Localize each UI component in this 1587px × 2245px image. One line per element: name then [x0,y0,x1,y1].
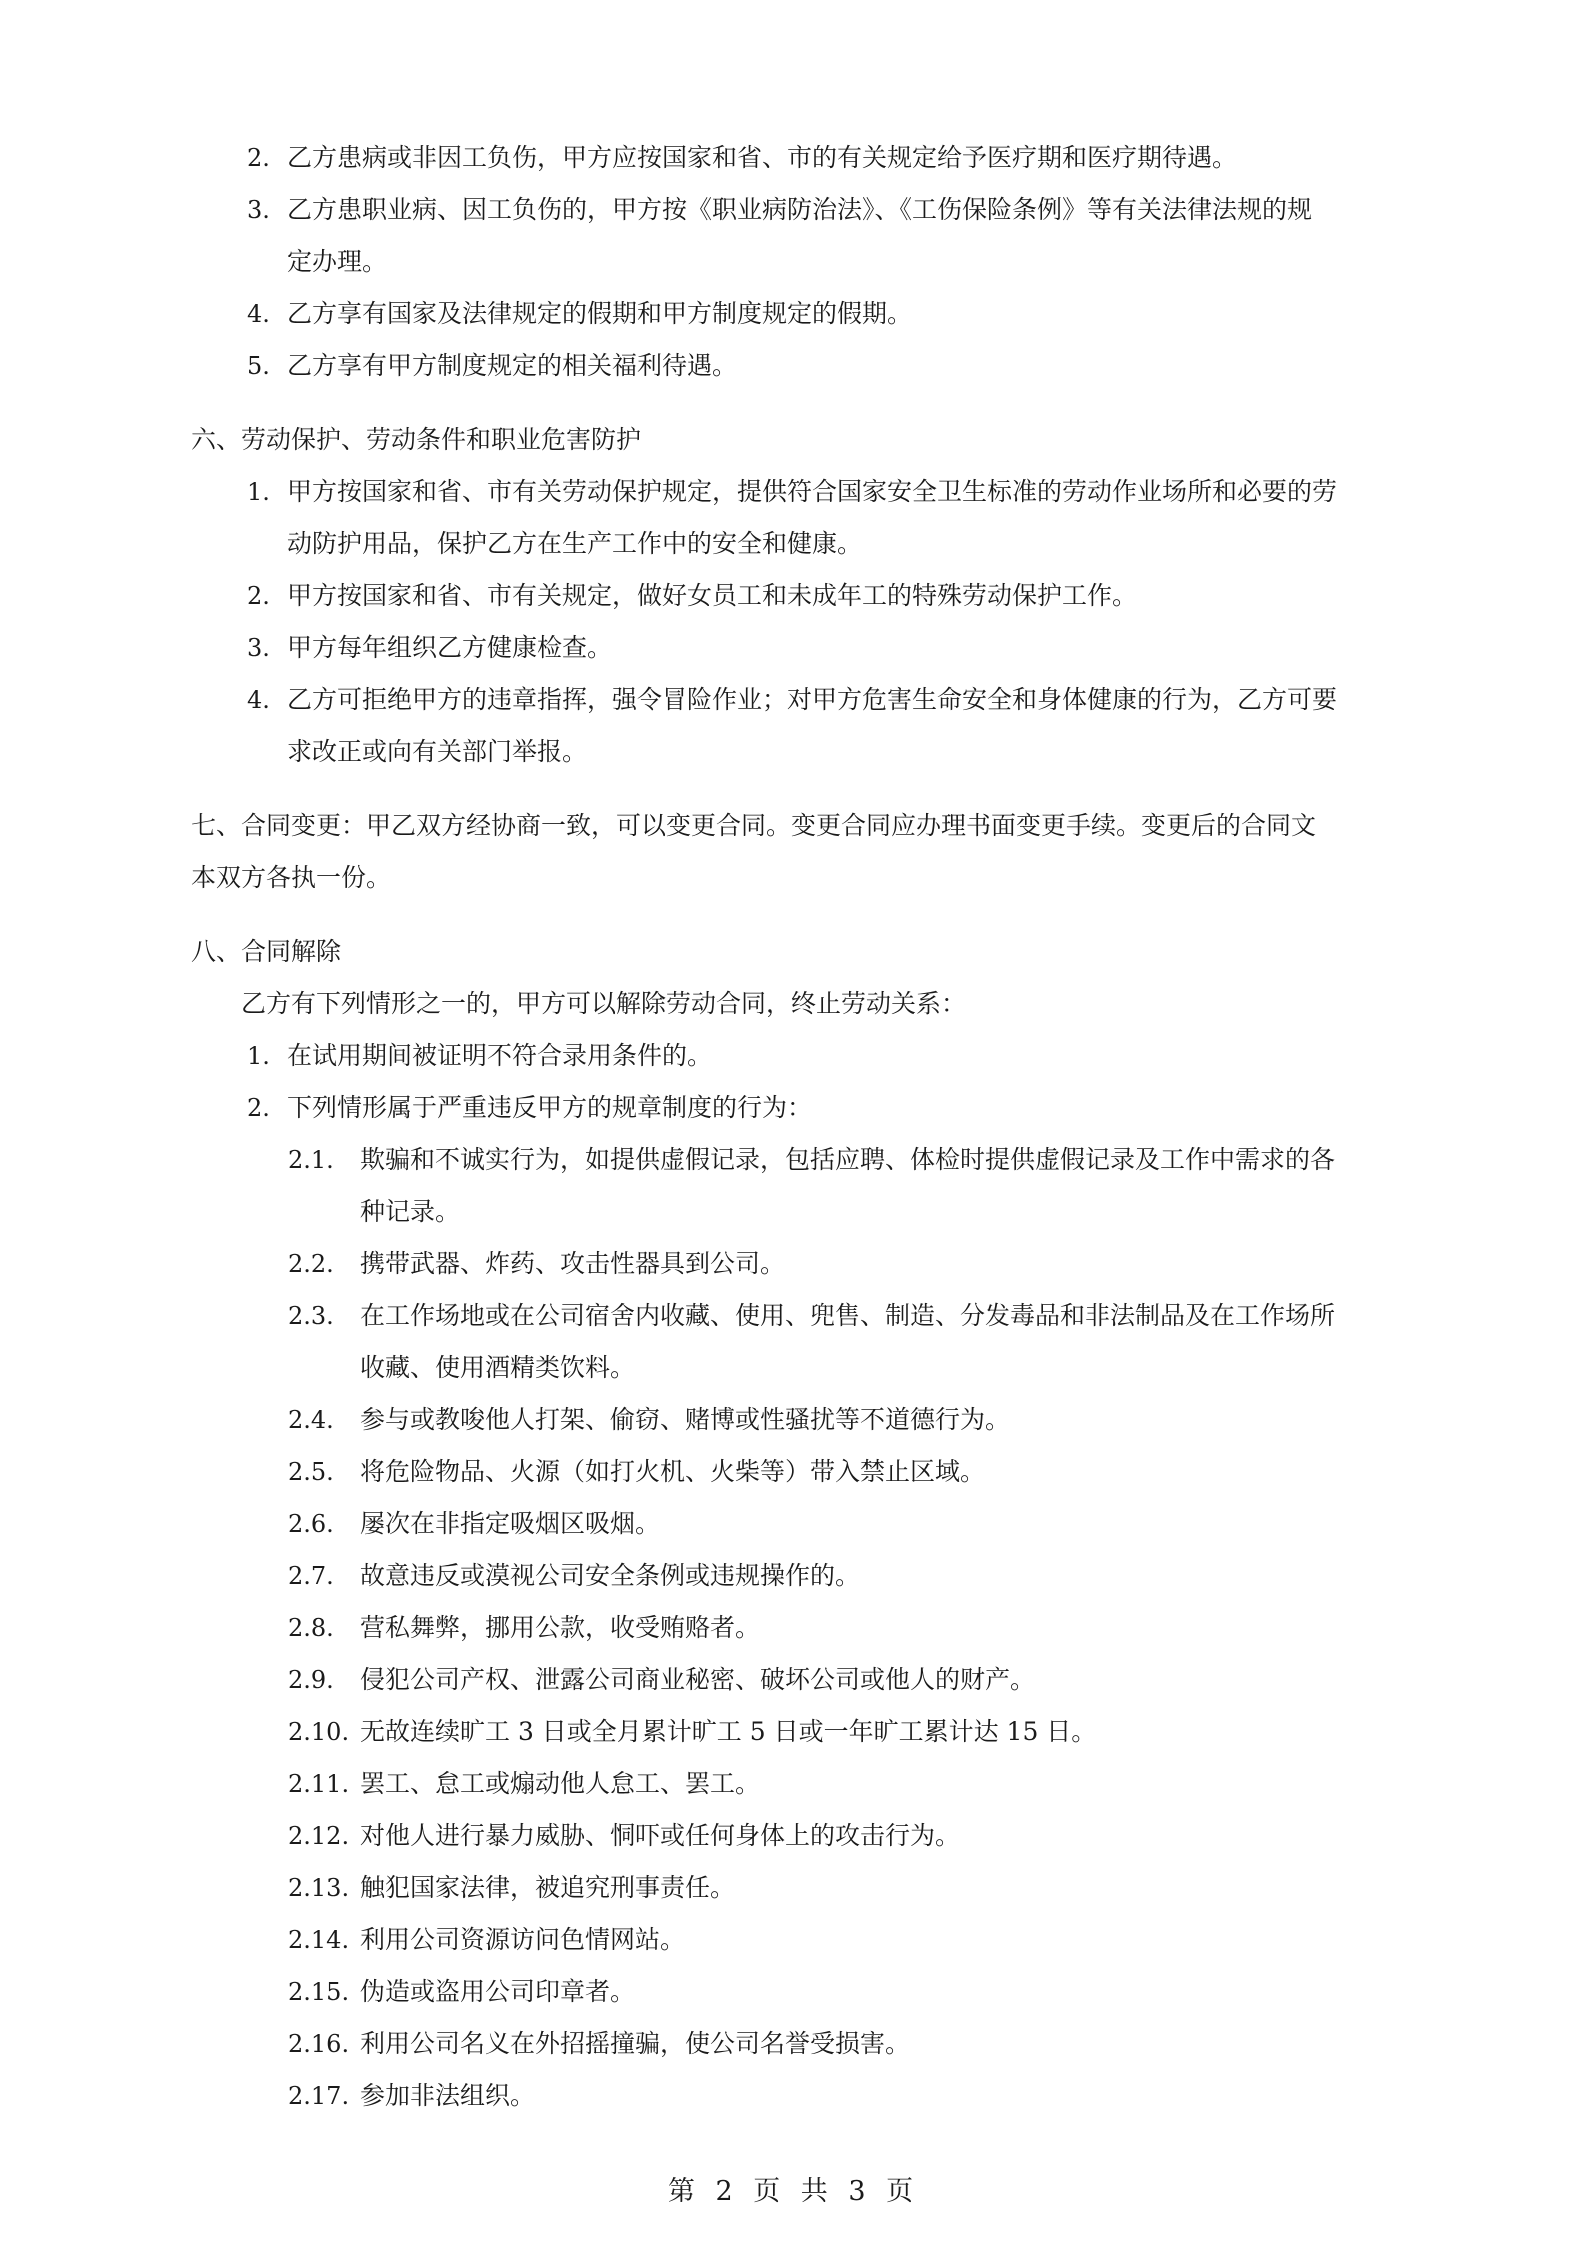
sub-item-text: 欺骗和不诚实行为，如提供虚假记录，包括应聘、体检时提供虚假记录及工作中需求的各 [360,1145,1336,1174]
sub-item-number: 2.14. [288,1926,350,1954]
sub-item-number: 2.15. [288,1978,350,2006]
paragraph-line: 本双方各执一份。 [191,863,392,892]
sub-item-number: 2.10. [288,1718,350,1746]
section-heading: 六、劳动保护、劳动条件和职业危害防护 [191,425,642,454]
sub-item-text: 营私舞弊，挪用公款，收受贿赂者。 [360,1613,761,1642]
page-number-footer: 第 2 页 共 3 页 [667,2176,920,2207]
list-item-text: 在试用期间被证明不符合录用条件的。 [287,1041,713,1070]
sub-item-number: 2.13. [288,1874,350,1902]
sub-item-number: 2.4. [288,1406,334,1434]
sub-item-number: 2.1. [288,1146,334,1174]
sub-item-number: 2.7. [288,1562,334,1590]
sub-item-text: 故意违反或漠视公司安全条例或违规操作的。 [360,1561,861,1590]
sub-item-text: 罢工、怠工或煽动他人怠工、罢工。 [360,1769,761,1798]
list-item-number: 3. [247,196,270,224]
sub-item-number: 2.11. [288,1770,350,1798]
list-item-text: 定办理。 [287,247,388,276]
sub-item-number: 2.9. [288,1666,334,1694]
sub-item-text: 携带武器、炸药、攻击性器具到公司。 [360,1249,786,1278]
list-item-number: 5. [247,352,270,380]
sub-item-text: 伪造或盗用公司印章者。 [360,1977,636,2006]
list-item-number: 2. [247,1094,270,1122]
section-heading: 八、合同解除 [191,937,342,966]
list-item-number: 2. [247,582,270,610]
list-item-text: 乙方享有国家及法律规定的假期和甲方制度规定的假期。 [287,299,913,328]
sub-item-number: 2.8. [288,1614,334,1642]
list-item-number: 2. [247,144,270,172]
list-item-text: 乙方可拒绝甲方的违章指挥，强令冒险作业；对甲方危害生命安全和身体健康的行为，乙方可要 [287,685,1338,714]
list-item-text: 甲方每年组织乙方健康检查。 [287,633,613,662]
sub-item-text: 无故连续旷工 3 日或全月累计旷工 5 日或一年旷工累计达 15 日。 [360,1717,1097,1746]
sub-item-text: 参与或教唆他人打架、偷窃、赌博或性骚扰等不道德行为。 [360,1405,1011,1434]
sub-item-text: 利用公司资源访问色情网站。 [360,1925,686,1954]
sub-item-text: 屡次在非指定吸烟区吸烟。 [360,1509,661,1538]
list-item-text: 乙方享有甲方制度规定的相关福利待遇。 [287,351,738,380]
list-item-text: 下列情形属于严重违反甲方的规章制度的行为： [287,1093,813,1122]
list-item-number: 1. [247,1042,270,1070]
sub-item-text: 种记录。 [360,1197,461,1226]
paragraph-line: 七、合同变更：甲乙双方经协商一致，可以变更合同。变更合同应办理书面变更手续。变更后的合同文 [191,811,1317,840]
sub-item-number: 2.6. [288,1510,334,1538]
list-item-text: 甲方按国家和省、市有关规定，做好女员工和未成年工的特殊劳动保护工作。 [287,581,1138,610]
sub-item-text: 参加非法组织。 [360,2081,536,2110]
sub-item-number: 2.16. [288,2030,350,2058]
list-item-number: 3. [247,634,270,662]
sub-item-text: 侵犯公司产权、泄露公司商业秘密、破坏公司或他人的财产。 [360,1665,1036,1694]
sub-item-number: 2.5. [288,1458,334,1486]
list-item-number: 4. [247,686,270,714]
sub-item-number: 2.2. [288,1250,334,1278]
sub-item-text: 收藏、使用酒精类饮料。 [360,1353,636,1382]
list-item-text: 求改正或向有关部门举报。 [287,737,588,766]
list-item-number: 1. [247,478,270,506]
section-intro: 乙方有下列情形之一的，甲方可以解除劳动合同，终止劳动关系： [241,989,967,1018]
sub-item-text: 触犯国家法律，被追究刑事责任。 [360,1873,736,1902]
list-item-text: 动防护用品，保护乙方在生产工作中的安全和健康。 [287,529,863,558]
sub-item-number: 2.12. [288,1822,350,1850]
list-item-text: 乙方患职业病、因工负伤的，甲方按《职业病防治法》、《工伤保险条例》等有关法律法规的规 [287,195,1313,224]
sub-item-text: 将危险物品、火源（如打火机、火柴等）带入禁止区域。 [360,1457,986,1486]
sub-item-number: 2.17. [288,2082,350,2110]
sub-item-number: 2.3. [288,1302,334,1330]
sub-item-text: 利用公司名义在外招摇撞骗，使公司名誉受损害。 [360,2029,911,2058]
list-item-text: 甲方按国家和省、市有关劳动保护规定，提供符合国家安全卫生标准的劳动作业场所和必要的劳 [287,477,1338,506]
sub-item-text: 对他人进行暴力威胁、恫吓或任何身体上的攻击行为。 [360,1821,961,1850]
sub-item-text: 在工作场地或在公司宿舍内收藏、使用、兜售、制造、分发毒品和非法制品及在工作场所 [360,1301,1336,1330]
list-item-text: 乙方患病或非因工负伤，甲方应按国家和省、市的有关规定给予医疗期和医疗期待遇。 [287,143,1238,172]
list-item-number: 4. [247,300,270,328]
